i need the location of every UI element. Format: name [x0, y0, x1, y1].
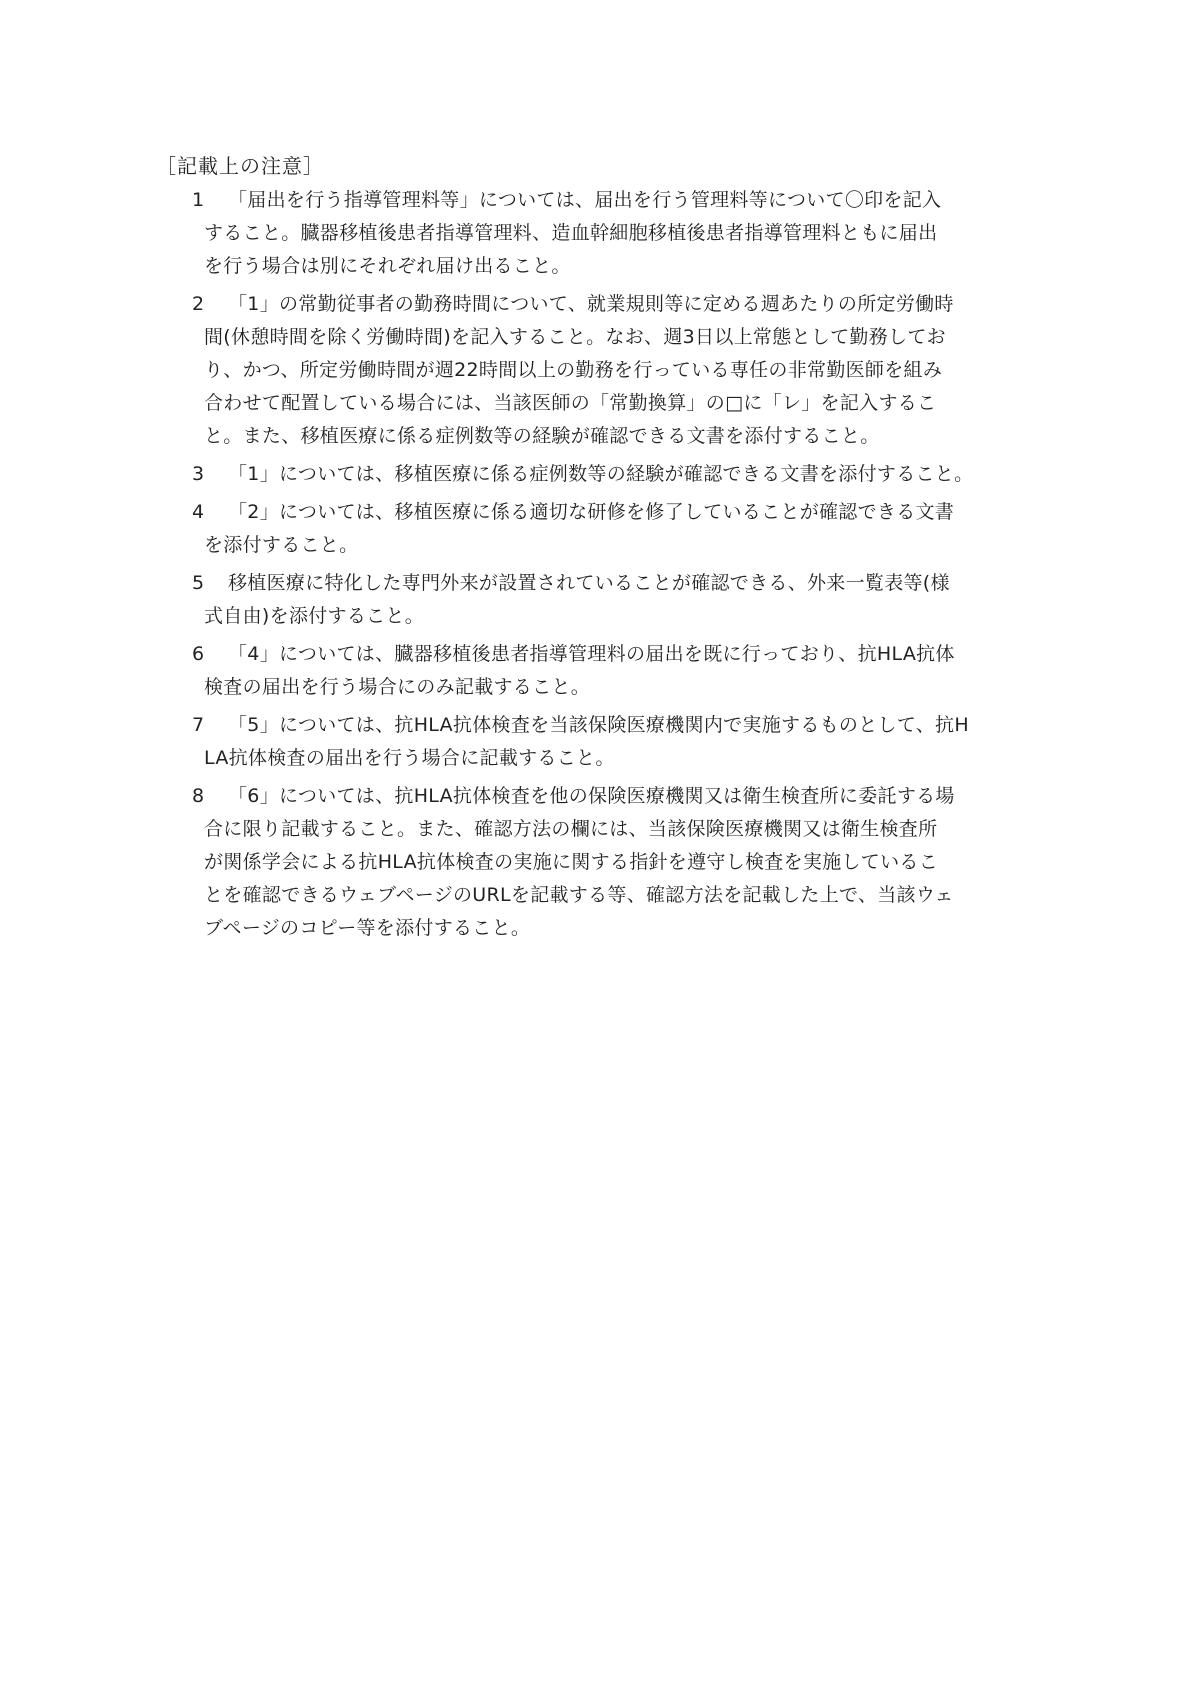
note-text — [204, 184, 1032, 283]
note-number: 2 — [192, 293, 205, 315]
note-line: とを確認できるウェブページのURLを記載する等、確認方法を記載した上で、当該ウェ — [204, 884, 954, 906]
note-item — [192, 288, 1032, 453]
note-item — [192, 184, 1032, 283]
note-line: が関係学会による抗HLA抗体検査の実施に関する指針を遵守し検査を実施しているこ — [204, 851, 939, 873]
note-number: 7 — [192, 714, 205, 736]
note-item — [192, 458, 1032, 491]
note-line: 移植医療に特化した専門外来が設置されていることが確認できる、外来一覧表等(様 — [228, 572, 950, 594]
note-line: 間(休憩時間を除く労働時間)を記入すること。なお、週3日以上常態として勤務してお — [204, 326, 946, 348]
note-line: 「4」については、臓器移植後患者指導管理料の届出を既に行っており、抗HLA抗体 — [228, 643, 955, 665]
note-line: 「1」の常勤従事者の勤務時間について、就業規則等に定める週あたりの所定労働時 — [228, 293, 954, 315]
note-number: 3 — [192, 463, 205, 485]
note-item — [192, 567, 1032, 633]
note-item — [192, 496, 1032, 562]
note-item — [192, 638, 1032, 704]
note-line: 検査の届出を行う場合にのみ記載すること。 — [204, 676, 591, 698]
note-line: と。また、移植医療に係る症例数等の経験が確認できる文書を添付すること。 — [204, 425, 880, 447]
note-line: LA抗体検査の届出を行う場合に記載すること。 — [204, 747, 615, 769]
notes-heading: ［記載上の注意］ — [156, 154, 324, 178]
note-line: 「5」については、抗HLA抗体検査を当該保険医療機関内で実施するものとして、抗H — [228, 714, 969, 736]
note-number: 1 — [192, 189, 205, 211]
note-line: 「届出を行う指導管理料等」については、届出を行う管理料等について〇印を記入 — [228, 189, 942, 211]
note-text — [204, 288, 1032, 453]
note-line: 合に限り記載すること。また、確認方法の欄には、当該保険医療機関又は衛生検査所 — [204, 818, 938, 840]
note-line: 「2」については、移植医療に係る適切な研修を修了していることが確認できる文書 — [228, 501, 955, 523]
note-line: 式自由)を添付すること。 — [204, 605, 425, 627]
notes-list — [192, 184, 1032, 950]
note-text — [204, 780, 1032, 945]
note-line: 「1」については、移植医療に係る症例数等の経験が確認できる文書を添付すること。 — [228, 463, 974, 485]
note-line: り、かつ、所定労働時間が週22時間以上の勤務を行っている専任の非常勤医師を組み — [204, 359, 943, 381]
note-number: 5 — [192, 572, 205, 594]
note-line: 「6」については、抗HLA抗体検査を他の保険医療機関又は衛生検査所に委託する場 — [228, 785, 955, 807]
note-text — [204, 638, 1032, 704]
note-number: 4 — [192, 501, 205, 523]
note-number: 6 — [192, 643, 205, 665]
note-line: すること。臓器移植後患者指導管理料、造血幹細胞移植後患者指導管理料ともに届出 — [204, 222, 938, 244]
note-line: を添付すること。 — [204, 534, 359, 556]
note-text — [204, 567, 1032, 633]
note-number: 8 — [192, 785, 205, 807]
note-text — [204, 458, 1032, 491]
note-line: 合わせて配置している場合には、当該医師の「常勤換算」の□に「レ」を記入するこ — [204, 392, 937, 414]
note-text — [204, 709, 1032, 775]
note-line: を行う場合は別にそれぞれ届け出ること。 — [204, 255, 571, 277]
note-item — [192, 709, 1032, 775]
note-text — [204, 496, 1032, 562]
note-line: ブページのコピー等を添付すること。 — [204, 917, 531, 939]
note-item — [192, 780, 1032, 945]
